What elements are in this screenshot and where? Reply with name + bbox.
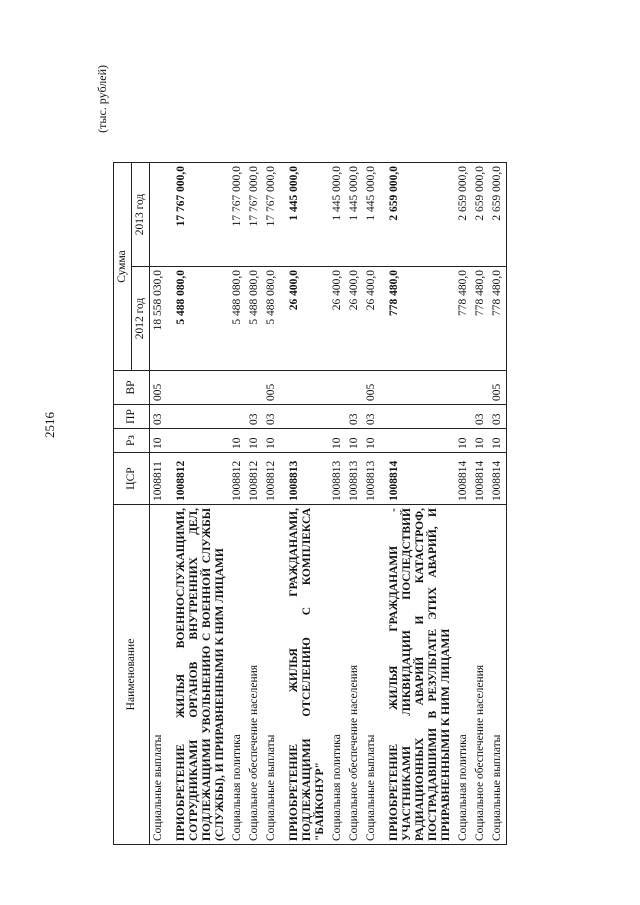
header-csr: ЦСР (114, 453, 150, 505)
table-row (329, 163, 346, 845)
budget-table (113, 162, 507, 845)
row-sum-2013: 17 767 000,0 (246, 163, 263, 267)
row-pr: 03 (363, 405, 380, 429)
row-vr: 005 (363, 371, 380, 405)
table-row (280, 163, 329, 845)
row-sum-2012: 778 480,0 (380, 267, 455, 371)
row-sum-2013: 17 767 000,0 (263, 163, 280, 267)
table-row (455, 163, 472, 845)
row-name: ПРИОБРЕТЕНИЕ ЖИЛЬЯ ВОЕННОСЛУЖАЩИМИ, СОТРУДНИКАМИ ОРГАНОВ ВНУТРЕННИХ ДЕЛ, ПОДЛЕЖАЩИМИ УВОЛЬНЕНИЮ С ВОЕННОЙ СЛУЖБЫ (СЛУЖБЫ), И ПРИРАВНЕННЫМИ К НИМ ЛИЦАМИ (167, 505, 229, 845)
row-sum-2013: 2 659 000,0 (380, 163, 455, 267)
row-sum-2013: 2 659 000,0 (472, 163, 489, 267)
row-sum-2012: 5 488 080,0 (229, 267, 246, 371)
rotated-table-area (95, 35, 625, 845)
row-rz: 10 (329, 429, 346, 453)
row-pr: 03 (489, 405, 507, 429)
row-name: Социальная политика (329, 505, 346, 845)
row-rz (280, 429, 329, 453)
row-vr: 005 (489, 371, 507, 405)
row-csr: 1008814 (380, 453, 455, 505)
row-sum-2012: 5 488 080,0 (263, 267, 280, 371)
row-name: Социальные выплаты (489, 505, 507, 845)
row-vr: 005 (150, 371, 168, 405)
row-vr (246, 371, 263, 405)
row-csr: 1008812 (167, 453, 229, 505)
row-sum-2013: 2 659 000,0 (489, 163, 507, 267)
row-csr: 1008812 (246, 453, 263, 505)
row-csr: 1008812 (229, 453, 246, 505)
row-vr (455, 371, 472, 405)
row-rz: 10 (363, 429, 380, 453)
row-csr: 1008812 (263, 453, 280, 505)
row-rz: 10 (455, 429, 472, 453)
row-sum-2012: 26 400,0 (363, 267, 380, 371)
table-row (263, 163, 280, 845)
row-name: Социальная политика (229, 505, 246, 845)
row-rz (380, 429, 455, 453)
row-sum-2013: 1 445 000,0 (329, 163, 346, 267)
row-pr: 03 (472, 405, 489, 429)
row-rz: 10 (229, 429, 246, 453)
row-name: ПРИОБРЕТЕНИЕ ЖИЛЬЯ ГРАЖДАНАМИ - УЧАСТНИКАМИ ЛИКВИДАЦИИ ПОСЛЕДСТВИЙ РАДИАЦИОННЫХ АВАРИЙ И КАТАСТРОФ, ПОСТРАДАВШИМИ В РЕЗУЛЬТАТЕ ЭТИХ АВАРИЙ, И ПРИРАВНЕННЫМИ К НИМ ЛИЦАМИ (380, 505, 455, 845)
row-name: Социальная политика (455, 505, 472, 845)
row-pr: 03 (263, 405, 280, 429)
row-name: Социальные выплаты (150, 505, 168, 845)
table-row (229, 163, 246, 845)
row-csr: 1008814 (489, 453, 507, 505)
row-rz: 10 (346, 429, 363, 453)
row-vr (346, 371, 363, 405)
row-sum-2013: 17 767 000,0 (167, 163, 229, 267)
row-csr: 1008814 (455, 453, 472, 505)
row-pr (380, 405, 455, 429)
row-name: Социальные выплаты (263, 505, 280, 845)
row-vr (472, 371, 489, 405)
row-sum-2013: 17 767 000,0 (229, 163, 246, 267)
row-vr (229, 371, 246, 405)
row-sum-2013: 1 445 000,0 (346, 163, 363, 267)
row-csr: 1008813 (363, 453, 380, 505)
header-name: Наименование (114, 505, 150, 845)
row-vr (280, 371, 329, 405)
row-sum-2013: 2 659 000,0 (455, 163, 472, 267)
row-sum-2013: 1 445 000,0 (363, 163, 380, 267)
row-sum-2013: 1 445 000,0 (280, 163, 329, 267)
row-csr: 1008813 (329, 453, 346, 505)
row-pr (229, 405, 246, 429)
unit-note: (тыс. рублей) (95, 65, 109, 133)
row-sum-2012: 5 488 080,0 (167, 267, 229, 371)
row-rz (167, 429, 229, 453)
row-name: Социальное обеспечение населения (246, 505, 263, 845)
row-sum-2012: 778 480,0 (472, 267, 489, 371)
row-csr: 1008813 (346, 453, 363, 505)
row-name: Социальные выплаты (363, 505, 380, 845)
table-row (346, 163, 363, 845)
row-pr (329, 405, 346, 429)
row-pr (280, 405, 329, 429)
row-sum-2012: 778 480,0 (489, 267, 507, 371)
row-rz: 10 (150, 429, 168, 453)
header-vr: ВР (114, 371, 150, 405)
row-vr (329, 371, 346, 405)
table-row (489, 163, 507, 845)
row-vr (380, 371, 455, 405)
row-pr: 03 (246, 405, 263, 429)
row-csr: 1008814 (472, 453, 489, 505)
row-rz: 10 (489, 429, 507, 453)
row-vr: 005 (263, 371, 280, 405)
row-name: ПРИОБРЕТЕНИЕ ЖИЛЬЯ ГРАЖДАНАМИ, ПОДЛЕЖАЩИМИ ОТСЕЛЕНИЮ С КОМПЛЕКСА "БАЙКОНУР" (280, 505, 329, 845)
row-pr: 03 (150, 405, 168, 429)
row-sum-2012: 5 488 080,0 (246, 267, 263, 371)
table-row (363, 163, 380, 845)
row-pr (455, 405, 472, 429)
table-row (150, 163, 168, 845)
row-name: Социальное обеспечение населения (472, 505, 489, 845)
row-csr: 1008811 (150, 453, 168, 505)
row-rz: 10 (246, 429, 263, 453)
table-row (380, 163, 455, 845)
row-rz: 10 (263, 429, 280, 453)
row-sum-2012: 26 400,0 (280, 267, 329, 371)
row-pr: 03 (346, 405, 363, 429)
row-rz: 10 (472, 429, 489, 453)
table-body (150, 163, 507, 845)
header-2012: 2012 год (132, 267, 150, 371)
row-csr: 1008813 (280, 453, 329, 505)
header-pr: ПР (114, 405, 150, 429)
row-vr (167, 371, 229, 405)
table-row (167, 163, 229, 845)
header-sum: Сумма (114, 163, 132, 371)
row-sum-2012: 26 400,0 (346, 267, 363, 371)
row-name: Социальное обеспечение населения (346, 505, 363, 845)
table-row (472, 163, 489, 845)
page-number: 2516 (42, 412, 57, 438)
row-sum-2012: 18 558 030,0 (150, 267, 168, 371)
header-rz: Рз (114, 429, 150, 453)
row-sum-2013 (150, 163, 168, 267)
row-pr (167, 405, 229, 429)
row-sum-2012: 778 480,0 (455, 267, 472, 371)
table-row (246, 163, 263, 845)
header-2013: 2013 год (132, 163, 150, 267)
row-sum-2012: 26 400,0 (329, 267, 346, 371)
